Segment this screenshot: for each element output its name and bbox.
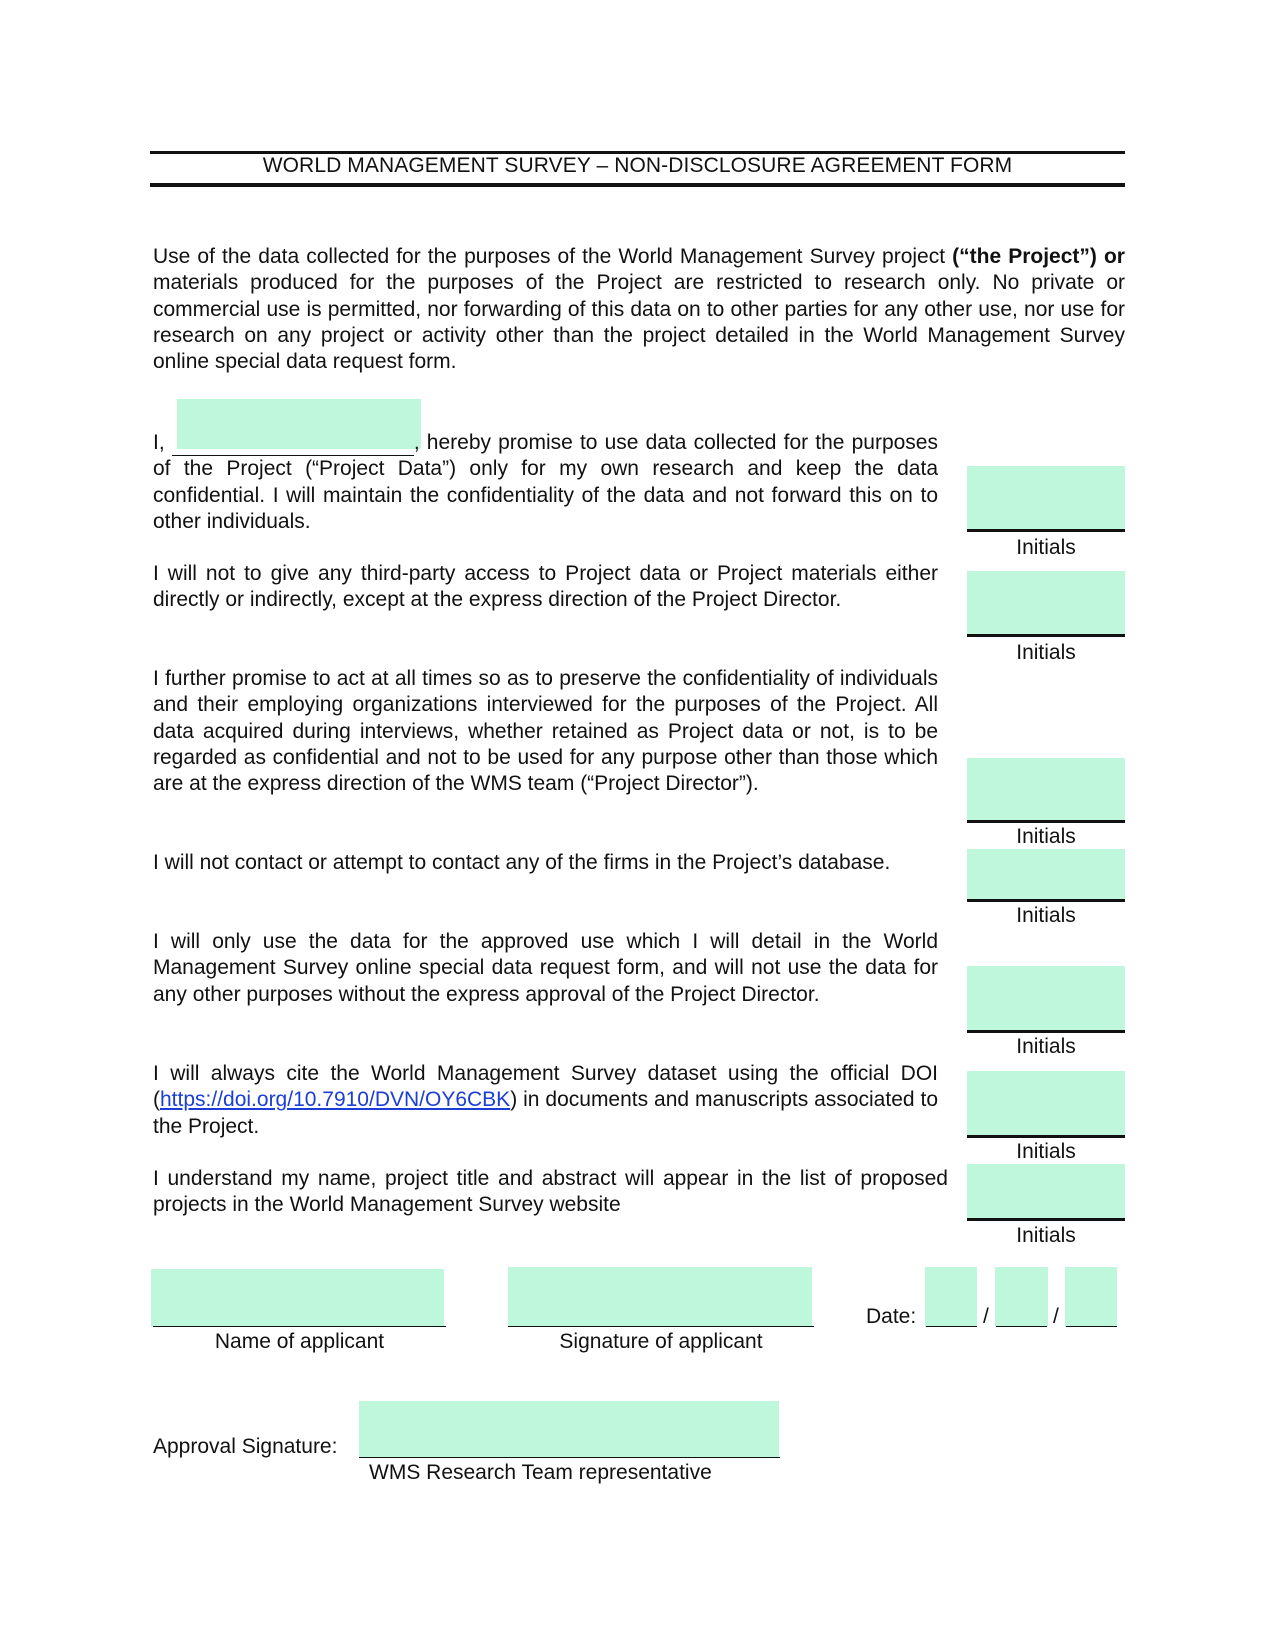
applicant-signature-line: [508, 1326, 814, 1327]
clause-project-listing: I understand my name, project title and abstract will appear in the list of proposed projects in the World Management Survey website: [153, 1167, 948, 1217]
clause-citation: [153, 1061, 938, 1140]
clause-approved-use: I will only use the data for the approved use which I will detail in the World Management Survey online special data request form, and will not use the data for any other purposes without the express approval of the Project Director.: [153, 930, 938, 1006]
initials-field-7[interactable]: [967, 1164, 1125, 1218]
initials-label-4: Initials: [1016, 904, 1076, 927]
promise-text: , hereby promise to use data collected for the purposes of the Project (“Project Data”) only for my own research and keep the data confidential. I will maintain the confidentiality of the data and not forward this on to other individuals.: [153, 431, 938, 533]
applicant-name-line: [153, 1326, 446, 1327]
date-label: Date:: [866, 1305, 917, 1328]
initials-field-5[interactable]: [967, 966, 1125, 1030]
initials-label-2: Initials: [1016, 641, 1076, 664]
date-month-line: [996, 1326, 1047, 1327]
initials-field-2[interactable]: [967, 571, 1125, 634]
date-day-field[interactable]: [925, 1267, 977, 1327]
date-year-line: [1066, 1326, 1117, 1327]
initials-label-3: Initials: [1016, 825, 1076, 848]
clause-no-contact: I will not contact or attempt to contact any of the firms in the Project’s database.: [153, 851, 891, 874]
applicant-signature-field[interactable]: [508, 1267, 812, 1327]
page-title: WORLD MANAGEMENT SURVEY – NON-DISCLOSURE AGREEMENT FORM: [262, 154, 1013, 177]
applicant-name-label: Name of applicant: [214, 1330, 385, 1353]
initials-label-6: Initials: [1016, 1140, 1076, 1163]
intro-text-1: Use of the data collected for the purposes of the World Management Survey project: [153, 245, 953, 268]
initials-rule-3: [967, 820, 1125, 823]
initials-label-1: Initials: [1016, 536, 1076, 559]
intro-project-term: (“the Project”) or: [952, 245, 1125, 268]
clause-third-party: I will not to give any third-party access to Project data or Project materials either directly or indirectly, except at the express direction of the Project Director.: [153, 562, 938, 612]
initials-rule-6: [967, 1135, 1125, 1138]
initials-field-4[interactable]: [967, 849, 1125, 899]
promise-paragraph: [153, 430, 938, 535]
intro-text-2: materials produced for the purposes of the Project are restricted to research only. No private or commercial use is permitted, nor forwarding of this data on to other parties for any other use, nor use for research on any project or activity other than the project detailed in the World Management Survey online special data request form.: [153, 271, 1125, 374]
initials-rule-7: [967, 1218, 1125, 1221]
initials-rule-5: [967, 1030, 1125, 1033]
intro-paragraph: [153, 244, 1125, 375]
date-year-field[interactable]: [1065, 1267, 1117, 1327]
date-day-line: [926, 1326, 977, 1327]
promiser-name-blank: [172, 434, 414, 456]
initials-field-1[interactable]: [967, 466, 1125, 529]
date-separator-2: /: [1053, 1305, 1059, 1328]
approval-caption: WMS Research Team representative: [369, 1461, 712, 1484]
initials-rule-2: [967, 634, 1125, 637]
citation-text-2: ) in documents and manuscripts associated to the Project.: [153, 1088, 938, 1138]
initials-rule-4: [967, 899, 1125, 902]
clause-preserve-confidentiality: I further promise to act at all times so as to preserve the confidentiality of individuals and their employing organizations interviewed for the purposes of the Project. All data acquired during interviews, whether retained as Project data or not, is to be regarded as confidential and not to be used for any purpose other than those which are at the express direction of the WMS team (“Project Director”).: [153, 667, 938, 796]
initials-rule-1: [967, 529, 1125, 532]
citation-text-1: I will always cite the World Management Survey dataset using the official DOI (: [153, 1062, 938, 1112]
initials-label-5: Initials: [1016, 1035, 1076, 1058]
applicant-name-field[interactable]: [151, 1269, 444, 1327]
initials-label-7: Initials: [1016, 1224, 1076, 1247]
approval-signature-field[interactable]: [359, 1401, 779, 1458]
title-bottom-rule: [150, 183, 1125, 187]
date-month-field[interactable]: [995, 1267, 1048, 1327]
promise-prefix: I,: [153, 431, 165, 454]
approval-signature-line: [359, 1457, 780, 1458]
initials-field-3[interactable]: [967, 758, 1125, 820]
applicant-signature-label: Signature of applicant: [559, 1330, 763, 1353]
date-separator-1: /: [983, 1305, 989, 1328]
doi-link[interactable]: https://doi.org/10.7910/DVN/OY6CBK: [160, 1088, 511, 1112]
approval-signature-label: Approval Signature:: [153, 1435, 338, 1458]
initials-field-6[interactable]: [967, 1071, 1125, 1135]
